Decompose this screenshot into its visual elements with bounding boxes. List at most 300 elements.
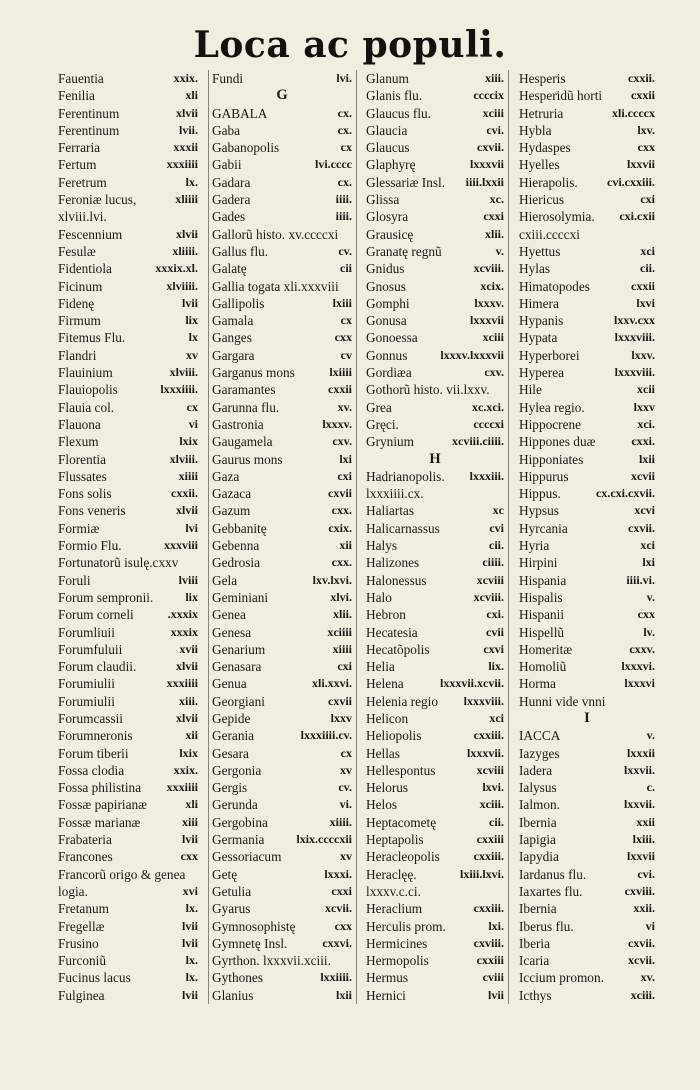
index-entry (212, 866, 356, 883)
entry-name: Hile (519, 382, 542, 398)
index-entry (58, 416, 202, 433)
index-entry (212, 364, 356, 381)
index-entry (519, 347, 659, 364)
index-entry (366, 554, 508, 571)
entry-reference: cxvii (328, 693, 352, 708)
entry-name: Hellas (366, 745, 400, 761)
entry-reference (349, 226, 352, 243)
entry-reference: lxxxvi. (621, 659, 655, 674)
entry-reference: xcvii. (325, 901, 352, 916)
entry-reference: lxxvii. (623, 797, 655, 812)
index-entry (212, 520, 356, 537)
entry-reference: cxxii (631, 278, 655, 293)
entry-reference: lxvi. (482, 780, 504, 795)
entry-name: Gebbanitę (212, 520, 267, 536)
entry-reference: iiii.lxxii (465, 174, 504, 189)
entry-name: Geminiani (212, 589, 269, 605)
entry-reference: cxv. (332, 434, 352, 449)
entry-name: Homoliũ (519, 659, 567, 675)
entry-reference: xlvii (175, 659, 198, 674)
index-entry (58, 641, 202, 658)
index-entry (212, 139, 356, 156)
entry-name: Iapigia (519, 832, 556, 848)
entry-name: Forumiulii (58, 693, 115, 709)
index-entry (58, 364, 202, 381)
entry-reference: xiii. (484, 71, 504, 85)
entry-name: Gomphi (366, 295, 410, 311)
entry-reference: xcviii.ciiii. (452, 434, 504, 449)
index-entry (366, 260, 508, 277)
entry-reference: cvi. (637, 866, 655, 881)
entry-name: Ibernia (519, 901, 557, 917)
index-entry (519, 70, 659, 87)
entry-reference: cxxvi. (322, 935, 352, 950)
entry-name: Hyrcania (519, 520, 568, 536)
entry-name: logia. (58, 883, 88, 899)
index-entry (212, 572, 356, 589)
index-entry (519, 174, 659, 191)
entry-reference: lxxxvii.xcvii. (440, 676, 504, 691)
entry-name: Iberia (519, 935, 551, 951)
entry-reference: xii (339, 538, 352, 553)
index-entry (58, 589, 202, 606)
entry-name: Homeritæ (519, 641, 573, 657)
index-entry (519, 208, 659, 225)
index-entry (58, 624, 202, 641)
entry-name: Gaza (212, 468, 240, 484)
entry-name: Glanius (212, 987, 254, 1003)
entry-name: Hyperborei (519, 347, 580, 363)
entry-reference: cxix. (328, 520, 352, 535)
entry-reference: lxxvii (626, 157, 655, 172)
index-entry (519, 848, 659, 865)
index-entry (519, 87, 659, 104)
entry-reference: lxiii (332, 295, 352, 310)
entry-name: Fidenę (58, 295, 95, 311)
entry-name: Gaba (212, 122, 241, 138)
entry-reference (195, 208, 198, 225)
entry-name: Getę (212, 866, 238, 882)
entry-name: Glaucus flu. (366, 105, 431, 121)
entry-name: Fossa philistina (58, 780, 142, 796)
index-entry (58, 502, 202, 519)
entry-reference: v. (646, 728, 655, 743)
entry-reference: lvii (181, 987, 198, 1002)
entry-name: Hypanis (519, 313, 564, 329)
index-entry (366, 589, 508, 606)
entry-reference: lix (185, 313, 198, 328)
entry-name: Hesperidũ horti (519, 88, 603, 104)
index-entry (212, 796, 356, 813)
index-entry (58, 675, 202, 692)
entry-reference: xlviiii. (166, 278, 198, 293)
entry-reference: cxxi (483, 209, 504, 224)
index-entry (212, 191, 356, 208)
entry-reference: xcii (637, 382, 655, 397)
entry-name: Formiæ (58, 520, 100, 536)
entry-reference: xlii. (332, 607, 352, 622)
entry-name: Halo (366, 589, 392, 605)
index-entry (212, 381, 356, 398)
index-entry (366, 762, 508, 779)
index-entry (519, 295, 659, 312)
index-entry (58, 122, 202, 139)
entry-name: Gythones (212, 970, 263, 986)
index-entry (212, 485, 356, 502)
entry-name: Gessoriacum (212, 849, 282, 865)
entry-name: Hydaspes (519, 140, 571, 156)
entry-name: Flauona (58, 416, 101, 432)
entry-reference: cv. (338, 780, 352, 795)
entry-name: Ibernia (519, 814, 557, 830)
index-entry (519, 727, 659, 744)
entry-name: Horma (519, 676, 556, 692)
index-entry (212, 589, 356, 606)
index-entry (519, 364, 659, 381)
index-entry (58, 779, 202, 796)
index-entry (366, 779, 508, 796)
index-entry (212, 502, 356, 519)
entry-name: Grynium (366, 434, 415, 450)
entry-name: GABALA (212, 105, 268, 121)
entry-reference: lx. (185, 953, 198, 968)
entry-name: Fesulæ (58, 243, 96, 259)
index-entry (58, 883, 202, 900)
index-entry (519, 243, 659, 260)
entry-name: Hyperea (519, 365, 565, 381)
entry-reference: xcviii (476, 572, 504, 587)
index-entry (58, 727, 202, 744)
entry-name: Fitemus Flu. (58, 330, 126, 346)
entry-reference (195, 554, 198, 571)
index-entry (212, 243, 356, 260)
entry-name: Haliartas (366, 503, 414, 519)
index-entry (519, 675, 659, 692)
index-entry (519, 312, 659, 329)
entry-name: Gedrosia (212, 555, 260, 571)
entry-reference: xv. (337, 399, 352, 414)
entry-name: Gręci. (366, 416, 399, 432)
index-entry (58, 381, 202, 398)
entry-reference: lvii. (178, 122, 198, 137)
entry-reference: xcvi (634, 503, 655, 518)
entry-reference: cxxii. (628, 71, 655, 85)
entry-reference: lviii (178, 572, 198, 587)
entry-reference: lxiii. (632, 832, 655, 847)
entry-name: Gyarus (212, 901, 251, 917)
index-entry (58, 987, 202, 1004)
entry-name: Flauia col. (58, 399, 115, 415)
index-entry (366, 416, 508, 433)
index-entry (519, 935, 659, 952)
index-entry (366, 848, 508, 865)
entry-reference: xli (185, 797, 198, 812)
entry-name: Himatopodes (519, 278, 590, 294)
index-entry (519, 831, 659, 848)
index-entry (212, 105, 356, 122)
entry-reference: xcviii (476, 762, 504, 777)
index-entry (212, 848, 356, 865)
index-entry (366, 969, 508, 986)
index-entry (212, 226, 356, 243)
entry-name: Gergobina (212, 814, 268, 830)
entry-name: Forumcassii (58, 710, 124, 726)
index-entry (58, 866, 202, 883)
index-entry (519, 969, 659, 986)
page-title: Loca ac populi. (193, 24, 507, 66)
entry-name: Hybla (519, 122, 552, 138)
entry-reference: cxi (337, 468, 352, 483)
index-entry (212, 537, 356, 554)
entry-reference: lix (185, 589, 198, 604)
index-entry (212, 952, 356, 969)
entry-name: Gnidus (366, 261, 405, 277)
entry-name: Hippurus (519, 468, 569, 484)
entry-name: Gonnus (366, 347, 408, 363)
index-entry (366, 987, 508, 1004)
entry-name: Heptacometę (366, 814, 437, 830)
entry-reference: xxxix.xl. (155, 261, 198, 276)
index-entry (58, 762, 202, 779)
entry-reference: cx (340, 140, 352, 155)
entry-reference: lxxvii. (623, 762, 655, 777)
entry-name: IACCA (519, 728, 561, 744)
entry-reference: cx. (337, 122, 352, 137)
entry-name: Galatę (212, 261, 247, 277)
entry-name: Gallia togata xli.xxxviii (212, 278, 339, 294)
entry-name: Florentia (58, 451, 107, 467)
index-entry (58, 191, 202, 208)
index-entry (58, 278, 202, 295)
entry-reference: cx (340, 745, 352, 760)
entry-reference: xii (185, 728, 198, 743)
entry-name: Gothorũ histo. vii.lxxv. (366, 382, 490, 398)
entry-name: Genua (212, 676, 247, 692)
entry-reference: xiiii. (329, 814, 352, 829)
entry-reference: lv. (643, 624, 655, 639)
entry-reference: xliiii (175, 192, 198, 207)
entry-name: Furconiũ (58, 953, 107, 969)
entry-reference: lx. (185, 970, 198, 985)
entry-reference: cx. (337, 174, 352, 189)
entry-reference: xli.xxvi. (311, 676, 352, 691)
index-entry (519, 226, 659, 243)
index-entry (212, 900, 356, 917)
entry-name: Gaugamela (212, 434, 273, 450)
index-entry (212, 260, 356, 277)
index-entry (212, 399, 356, 416)
entry-reference: cx (340, 313, 352, 328)
entry-reference: cxx (637, 140, 655, 155)
entry-name: Iardanus flu. (519, 866, 587, 882)
entry-reference: lxiiii (329, 365, 352, 380)
entry-name: Gargara (212, 347, 255, 363)
index-entry (212, 710, 356, 727)
entry-name: Hispanii (519, 607, 565, 623)
entry-name: Gordiæa (366, 365, 412, 381)
index-entry (366, 641, 508, 658)
entry-name: Glaucus (366, 140, 410, 156)
entry-reference: cxviii. (473, 935, 504, 950)
entry-reference: lxxxii (626, 745, 655, 760)
entry-reference: cxxi (331, 883, 352, 898)
entry-reference: lxxvii (626, 849, 655, 864)
entry-reference: xv. (640, 970, 655, 985)
index-entry (58, 606, 202, 623)
index-entry (519, 693, 659, 710)
entry-name: Himera (519, 295, 559, 311)
entry-reference: ccccix (473, 88, 504, 103)
entry-name: Iaxartes flu. (519, 883, 583, 899)
entry-name: Icaria (519, 953, 550, 969)
entry-name: Fauentia (58, 71, 104, 86)
index-entry (519, 537, 659, 554)
entry-name: Forumfuluii (58, 641, 123, 657)
entry-reference: xlviii. (169, 365, 198, 380)
entry-name: Heraclium (366, 901, 423, 917)
entry-reference: lxi. (488, 918, 504, 933)
index-entry (58, 468, 202, 485)
entry-reference: lx. (185, 174, 198, 189)
entry-reference: lxxxvii (469, 313, 504, 328)
index-entry (519, 883, 659, 900)
entry-reference: xiiii (178, 468, 198, 483)
entry-reference: lvi. (336, 71, 352, 85)
entry-reference: lxxv. (631, 347, 655, 362)
entry-name: Gergis (212, 780, 248, 796)
index-column-3 (366, 70, 509, 1004)
index-entry (58, 433, 202, 450)
entry-reference: cxxiii (476, 953, 504, 968)
entry-name: Gepide (212, 710, 251, 726)
index-entry (366, 918, 508, 935)
entry-reference: xcvii (631, 468, 655, 483)
entry-name: Icthys (519, 987, 552, 1003)
entry-name: Hippus. (519, 486, 561, 502)
index-entry (212, 883, 356, 900)
entry-reference: xxii. (633, 901, 655, 916)
entry-reference: xc (492, 503, 504, 518)
entry-name: Hermus (366, 970, 409, 986)
index-entry (366, 139, 508, 156)
entry-name: Halizones (366, 555, 420, 571)
entry-reference: xc.xci. (472, 399, 504, 414)
entry-name: Francones (58, 849, 113, 865)
entry-reference: lvii (181, 935, 198, 950)
entry-name: Hyria (519, 538, 550, 554)
entry-name: G (276, 87, 288, 104)
entry-name: Hypata (519, 330, 558, 346)
section-letter (212, 87, 356, 104)
index-entry (366, 572, 508, 589)
entry-reference: xxxii (173, 140, 198, 155)
entry-name: Glaphyrę (366, 157, 416, 173)
entry-reference: lxxxviii. (463, 693, 504, 708)
index-entry (366, 935, 508, 952)
entry-name: Heracleopolis (366, 849, 440, 865)
entry-name: Gesara (212, 745, 249, 761)
entry-reference: xxix. (173, 71, 198, 85)
entry-name: Gadera (212, 192, 251, 208)
entry-name: Hylas (519, 261, 551, 277)
entry-reference (349, 278, 352, 295)
entry-name: Halys (366, 538, 398, 554)
entry-reference: cx. (337, 105, 352, 120)
entry-name: Gonoessa (366, 330, 418, 346)
entry-reference: lxi (642, 555, 655, 570)
entry-reference: iiii. (335, 192, 352, 207)
entry-reference: cxx. (331, 503, 352, 518)
entry-reference: lix. (488, 659, 504, 674)
index-entry (366, 468, 508, 485)
entry-reference: lxix (179, 434, 198, 449)
index-entry (366, 312, 508, 329)
entry-reference: cxvi (483, 641, 504, 656)
entry-reference: lx. (185, 901, 198, 916)
entry-reference: xiii (181, 814, 198, 829)
entry-name: Ialmon. (519, 797, 560, 813)
index-entry (58, 900, 202, 917)
entry-reference: v. (495, 243, 504, 258)
entry-reference: lvii (487, 987, 504, 1002)
index-entry (366, 520, 508, 537)
entry-reference: vi (645, 918, 655, 933)
entry-reference: xxxix (170, 624, 198, 639)
entry-name: Firmum (58, 313, 101, 329)
entry-name: Hirpini (519, 555, 558, 571)
index-entry (519, 485, 659, 502)
entry-name: Fons veneris (58, 503, 126, 519)
index-entry (58, 347, 202, 364)
entry-name: Genesa (212, 624, 252, 640)
entry-name: Glessariæ Insl. (366, 174, 446, 190)
entry-reference: cii. (489, 538, 504, 553)
index-entry (58, 745, 202, 762)
entry-name: I (584, 709, 590, 726)
index-entry (519, 399, 659, 416)
index-entry (58, 226, 202, 243)
index-entry (519, 278, 659, 295)
index-entry (58, 693, 202, 710)
entry-name: Gazum (212, 503, 251, 519)
index-entry (519, 814, 659, 831)
index-entry (519, 745, 659, 762)
index-entry (58, 537, 202, 554)
index-entry (519, 572, 659, 589)
index-entry (212, 675, 356, 692)
index-entry (212, 969, 356, 986)
entry-reference: lxi (339, 451, 352, 466)
index-entry (366, 693, 508, 710)
index-entry (366, 485, 508, 502)
index-entry (212, 918, 356, 935)
index-entry (58, 969, 202, 986)
entry-name: Genasara (212, 659, 262, 675)
entry-name: Iazyges (519, 745, 560, 761)
index-entry (366, 606, 508, 623)
entry-reference: lxix.ccccxii (296, 832, 352, 847)
index-entry (58, 796, 202, 813)
entry-name: Glaucia (366, 122, 408, 138)
entry-reference: cxv. (484, 365, 504, 380)
entry-name: Iapydia (519, 849, 559, 865)
index-entry (366, 831, 508, 848)
entry-name: Heliopolis (366, 728, 422, 744)
entry-reference (501, 883, 504, 900)
index-entry (519, 329, 659, 346)
entry-reference: cxi (640, 192, 655, 207)
entry-reference (349, 952, 352, 969)
